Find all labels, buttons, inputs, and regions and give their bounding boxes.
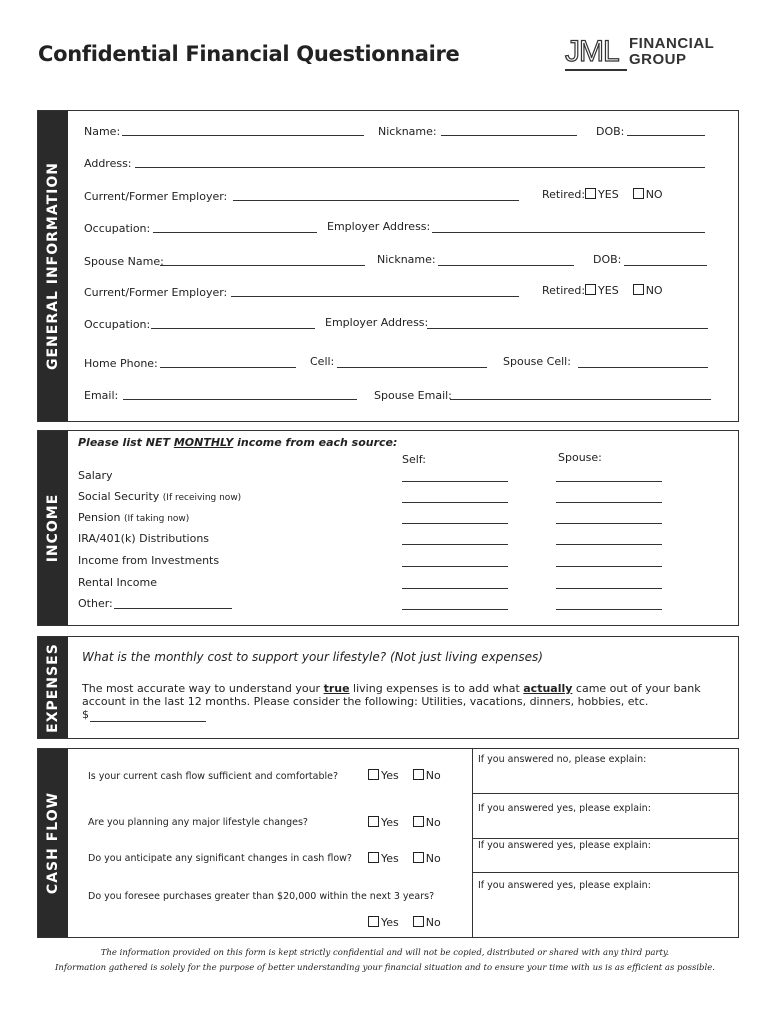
spouse-email-field[interactable] xyxy=(450,399,711,400)
self-income-field[interactable] xyxy=(402,588,508,589)
yes-label: Yes xyxy=(381,816,399,829)
other-income-source-field[interactable] xyxy=(114,608,232,609)
self-income-field[interactable] xyxy=(402,544,508,545)
spouse-employer-label: Current/Former Employer: xyxy=(84,286,228,299)
yes-no-options xyxy=(368,916,441,929)
spouse-retired-label: Retired: xyxy=(542,284,586,297)
employer-field[interactable] xyxy=(233,200,519,201)
expenses-section xyxy=(37,636,739,739)
cash-flow-question: Do you foresee purchases greater than $20,000 within the next 3 years? xyxy=(88,891,435,902)
spouse-income-field[interactable] xyxy=(556,588,662,589)
spouse-occupation-field[interactable] xyxy=(151,328,315,329)
explain-prompt: If you answered yes, please explain: xyxy=(478,803,651,814)
employer-address-field[interactable] xyxy=(432,232,705,233)
purpose-note: Information gathered is solely for the purpose of better understanding your financial situation and to ensure your time with us is as efficient as possible. xyxy=(55,963,715,973)
retired-no-label: NO xyxy=(645,188,663,201)
self-income-field[interactable] xyxy=(402,502,508,503)
no-label: No xyxy=(425,916,441,929)
spouse-cell-label: Spouse Cell: xyxy=(503,355,571,368)
spouse-name-field[interactable] xyxy=(160,265,365,266)
logo-mark: JML xyxy=(565,35,619,68)
spouse-occupation-label: Occupation: xyxy=(84,318,151,331)
cash-flow-section xyxy=(37,748,739,938)
spouse-name-label: Spouse Name: xyxy=(84,255,164,268)
yes-checkbox[interactable] xyxy=(368,769,379,780)
retired-no-checkbox[interactable] xyxy=(633,188,644,199)
retired-yes-checkbox[interactable] xyxy=(585,188,596,199)
self-income-field[interactable] xyxy=(402,523,508,524)
spouse-nickname-label: Nickname: xyxy=(377,253,436,266)
nickname-field[interactable] xyxy=(441,135,577,136)
income-source-label: IRA/401(k) Distributions xyxy=(78,532,210,545)
self-column-header: Self: xyxy=(402,453,426,466)
spouse-employer-address-field[interactable] xyxy=(427,328,708,329)
page-title: Confidential Financial Questionnaire xyxy=(38,42,460,66)
general-information-section xyxy=(37,110,739,422)
nickname-label: Nickname: xyxy=(378,125,437,138)
expenses-paragraph-line2: account in the last 12 months. Please consider the following: Utilities, vacations, dinners, hobbies, etc. xyxy=(82,695,649,708)
spouse-employer-field[interactable] xyxy=(231,296,519,297)
yes-no-options xyxy=(368,816,441,829)
retired-yes-label: YES xyxy=(598,188,619,201)
spouse-column-header: Spouse: xyxy=(558,451,602,464)
income-source-label: Pension (If taking now) xyxy=(78,511,190,524)
home-phone-field[interactable] xyxy=(160,367,296,368)
monthly-cost-dollar-sign: $ xyxy=(82,708,89,721)
occupation-label: Occupation: xyxy=(84,222,151,235)
spouse-income-field[interactable] xyxy=(556,544,662,545)
employer-address-label: Employer Address: xyxy=(327,220,431,233)
cash-flow-question: Do you anticipate any significant changes in cash flow? xyxy=(88,853,352,864)
employer-label: Current/Former Employer: xyxy=(84,190,228,203)
income-source-label: Other: xyxy=(78,597,113,610)
no-label: No xyxy=(425,769,441,782)
retired-options xyxy=(542,188,663,201)
spouse-retired-no-checkbox[interactable] xyxy=(633,284,644,295)
yes-no-options xyxy=(368,852,441,865)
retired-label: Retired: xyxy=(542,188,586,201)
spouse-employer-address-label: Employer Address: xyxy=(325,316,429,329)
expenses-question: What is the monthly cost to support your lifestyle? (Not just living expenses) xyxy=(82,650,543,664)
spouse-retired-no-label: NO xyxy=(645,284,663,297)
explain-prompt: If you answered yes, please explain: xyxy=(478,840,651,851)
logo-text-group: GROUP xyxy=(629,51,687,68)
general-information-band: GENERAL INFORMATION xyxy=(38,111,68,421)
income-band: INCOME xyxy=(38,431,68,625)
logo-text-financial: FINANCIAL xyxy=(629,35,715,52)
income-source-label: Salary xyxy=(78,469,113,482)
no-label: No xyxy=(425,816,441,829)
name-label: Name: xyxy=(84,125,121,138)
yes-checkbox[interactable] xyxy=(368,816,379,827)
name-field[interactable] xyxy=(122,135,364,136)
no-checkbox[interactable] xyxy=(413,916,424,927)
cell-field[interactable] xyxy=(337,367,487,368)
spouse-income-field[interactable] xyxy=(556,481,662,482)
address-field[interactable] xyxy=(135,167,705,168)
explain-prompt: If you answered no, please explain: xyxy=(478,754,647,765)
no-checkbox[interactable] xyxy=(413,852,424,863)
address-label: Address: xyxy=(84,157,132,170)
income-section xyxy=(37,430,739,626)
spouse-nickname-field[interactable] xyxy=(438,265,574,266)
spouse-retired-yes-checkbox[interactable] xyxy=(585,284,596,295)
cash-flow-question: Are you planning any major lifestyle changes? xyxy=(88,817,308,828)
no-label: No xyxy=(425,852,441,865)
self-income-field[interactable] xyxy=(402,609,508,610)
spouse-income-field[interactable] xyxy=(556,609,662,610)
yes-label: Yes xyxy=(381,916,399,929)
income-instructions: Please list NET MONTHLY income from each source: xyxy=(78,436,398,449)
spouse-income-field[interactable] xyxy=(556,566,662,567)
email-label: Email: xyxy=(84,389,119,402)
income-source-label: Social Security (If receiving now) xyxy=(78,490,242,503)
spouse-retired-yes-label: YES xyxy=(598,284,619,297)
spouse-dob-label: DOB: xyxy=(593,253,622,266)
spouse-income-field[interactable] xyxy=(556,523,662,524)
yes-label: Yes xyxy=(381,852,399,865)
dob-field[interactable] xyxy=(627,135,705,136)
yes-checkbox[interactable] xyxy=(368,852,379,863)
income-source-label: Income from Investments xyxy=(78,554,220,567)
spouse-retired-options xyxy=(542,284,663,297)
monthly-cost-field[interactable] xyxy=(90,721,206,722)
dob-label: DOB: xyxy=(596,125,625,138)
confidentiality-note: The information provided on this form is kept strictly confidential and will not be copied, distributed or shared with any third party. xyxy=(100,948,670,958)
home-phone-label: Home Phone: xyxy=(84,357,158,370)
cell-label: Cell: xyxy=(310,355,335,368)
spouse-email-label: Spouse Email: xyxy=(374,389,452,402)
email-field[interactable] xyxy=(123,399,357,400)
expenses-band: EXPENSES xyxy=(38,637,68,738)
cash-flow-band: CASH FLOW xyxy=(38,749,68,937)
no-checkbox[interactable] xyxy=(413,769,424,780)
company-logo xyxy=(565,34,735,74)
self-income-field[interactable] xyxy=(402,566,508,567)
yes-label: Yes xyxy=(381,769,399,782)
yes-checkbox[interactable] xyxy=(368,916,379,927)
spouse-income-field[interactable] xyxy=(556,502,662,503)
explain-prompt: If you answered yes, please explain: xyxy=(478,880,651,891)
expenses-paragraph-line1: The most accurate way to understand your true living expenses is to add what actually came out of your bank xyxy=(82,682,701,695)
yes-no-options xyxy=(368,769,441,782)
self-income-field[interactable] xyxy=(402,481,508,482)
cash-flow-question: Is your current cash flow sufficient and comfortable? xyxy=(88,771,339,782)
occupation-field[interactable] xyxy=(153,232,317,233)
spouse-dob-field[interactable] xyxy=(624,265,707,266)
spouse-cell-field[interactable] xyxy=(578,367,708,368)
no-checkbox[interactable] xyxy=(413,816,424,827)
income-source-label: Rental Income xyxy=(78,576,157,589)
